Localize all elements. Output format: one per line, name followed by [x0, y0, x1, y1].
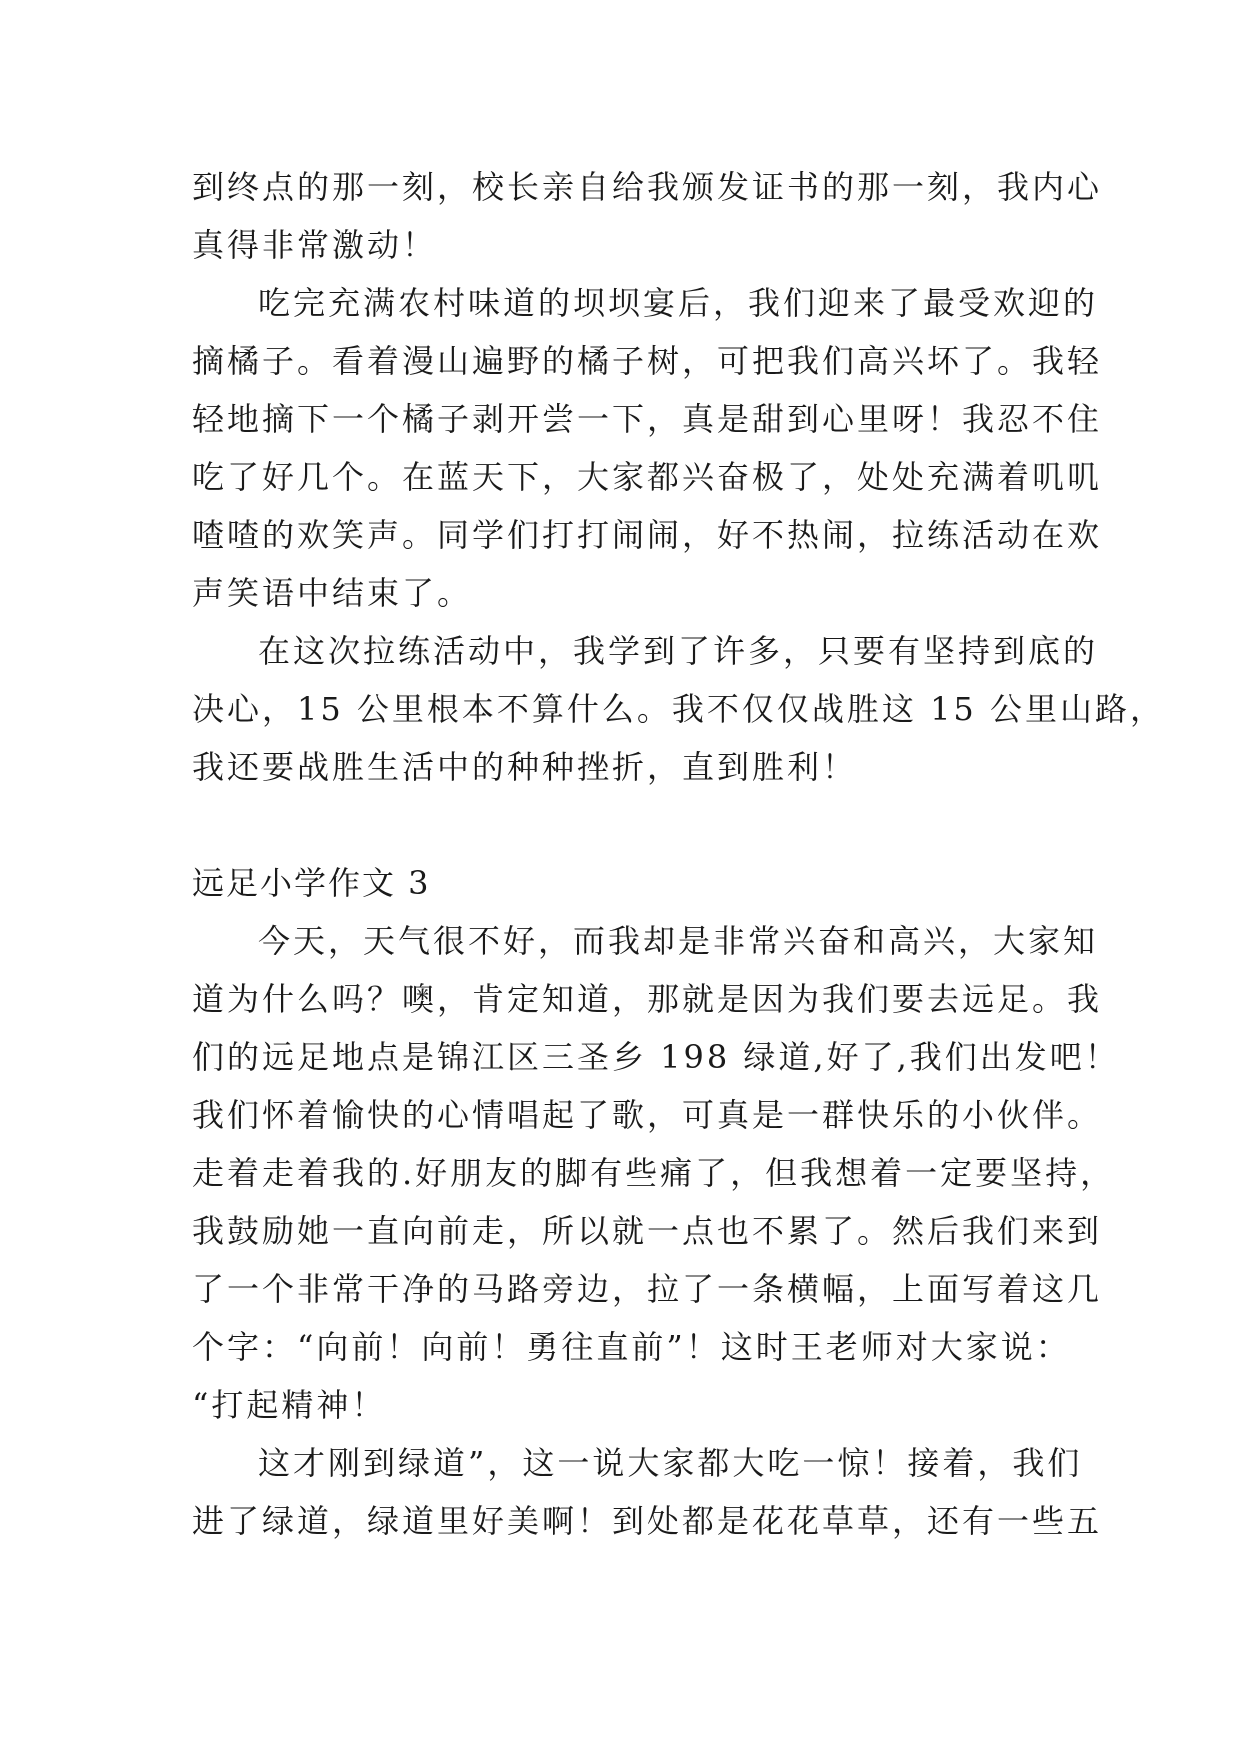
text-line: 声笑语中结束了。	[192, 574, 473, 612]
text-line: 我鼓励她一直向前走，所以就一点也不累了。然后我们来到	[192, 1212, 1103, 1250]
text-line: 了一个非常干净的马路旁边，拉了一条横幅，上面写着这几	[192, 1270, 1103, 1308]
text-line: 进了绿道，绿道里好美啊！到处都是花花草草，还有一些五	[192, 1502, 1103, 1540]
paragraph-gap	[192, 796, 1072, 854]
text-line: 吃了好几个。在蓝天下，大家都兴奋极了，处处充满着叽叽	[192, 458, 1103, 496]
text-line: “打起精神！	[192, 1386, 387, 1424]
text-line: 们的远足地点是锦江区三圣乡 198 绿道,好了,我们出发吧！	[192, 1038, 1120, 1076]
text-line: 吃完充满农村味道的坝坝宴后，我们迎来了最受欢迎的	[258, 284, 1099, 322]
text-line: 轻地摘下一个橘子剥开尝一下，真是甜到心里呀！我忍不住	[192, 400, 1103, 438]
text-line: 我还要战胜生活中的种种挫折，直到胜利！	[192, 748, 858, 786]
text-line: 真得非常激动！	[192, 226, 438, 264]
text-line: 今天，天气很不好，而我却是非常兴奋和高兴，大家知	[258, 922, 1099, 960]
section-heading: 远足小学作文 3	[192, 864, 431, 902]
text-line: 个字：“向前！向前！勇往直前”！这时王老师对大家说：	[192, 1328, 1071, 1366]
text-line: 走着走着我的.好朋友的脚有些痛了，但我想着一定要坚持，	[192, 1154, 1116, 1192]
text-line: 喳喳的欢笑声。同学们打打闹闹，好不热闹，拉练活动在欢	[192, 516, 1103, 554]
text-line: 摘橘子。看着漫山遍野的橘子树，可把我们高兴坏了。我轻	[192, 342, 1103, 380]
text-line: 到终点的那一刻，校长亲自给我颁发证书的那一刻，我内心	[192, 168, 1103, 206]
text-line: 道为什么吗？噢，肯定知道，那就是因为我们要去远足。我	[192, 980, 1103, 1018]
text-line: 决心，15 公里根本不算什么。我不仅仅战胜这 15 公里山路，	[192, 690, 1165, 728]
text-line: 在这次拉练活动中，我学到了许多，只要有坚持到底的	[258, 632, 1099, 670]
text-line: 我们怀着愉快的心情唱起了歌，可真是一群快乐的小伙伴。	[192, 1096, 1103, 1134]
text-line: 这才刚到绿道”，这一说大家都大吃一惊！接着，我们	[258, 1444, 1083, 1482]
document-body	[192, 158, 1165, 1550]
